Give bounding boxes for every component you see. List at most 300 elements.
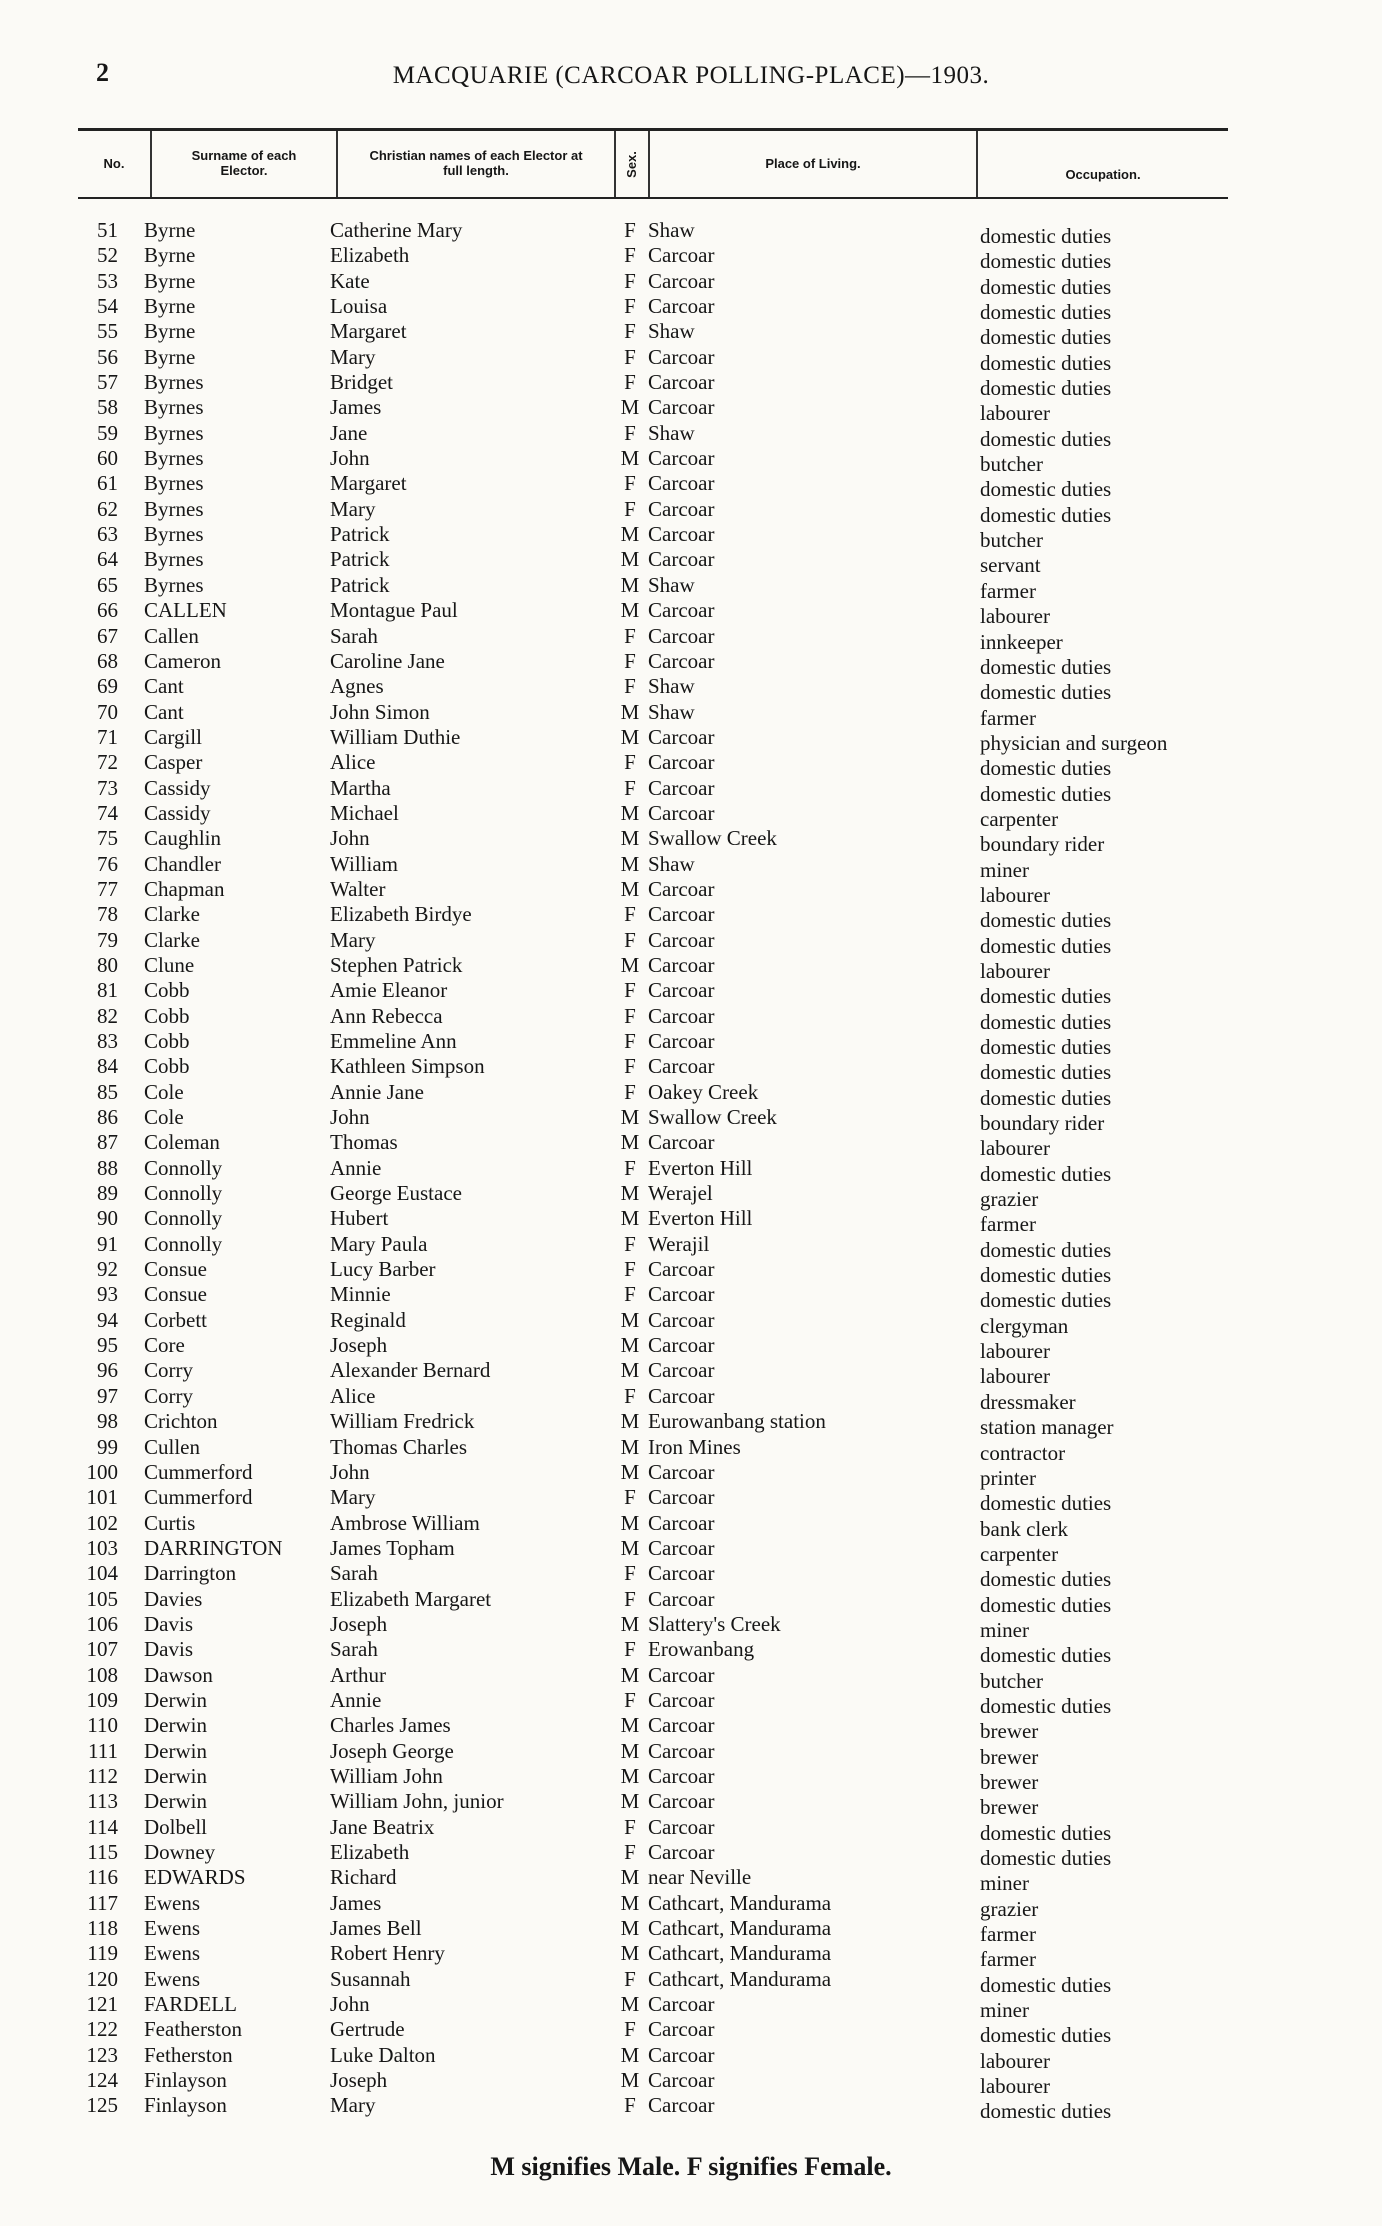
elector-christian-names: Caroline Jane	[330, 648, 445, 673]
elector-occupation: domestic duties	[980, 1592, 1112, 1617]
elector-occupation: domestic duties	[980, 300, 1112, 325]
elector-sex: F	[624, 1840, 636, 1864]
elector-number: 76	[97, 851, 118, 876]
elector-occupation: domestic duties	[980, 477, 1112, 502]
elector-christian-names: Gertrude	[330, 2017, 405, 2042]
elector-occupation: farmer	[980, 705, 1036, 730]
elector-sex: F	[624, 1054, 636, 1079]
table-row	[0, 1992, 1382, 2023]
table-row	[0, 1637, 1382, 1668]
elector-place: Carcoar	[648, 294, 715, 319]
elector-sex: M	[620, 522, 640, 547]
elector-christian-names: Mary	[330, 496, 376, 521]
elector-place: Carcoar	[648, 1282, 715, 1307]
elector-number: 83	[97, 1029, 118, 1053]
elector-surname: Corbett	[144, 1307, 207, 1332]
elector-surname: Chandler	[144, 851, 221, 876]
elector-occupation: labourer	[980, 882, 1050, 907]
elector-surname: Caughlin	[144, 826, 221, 851]
elector-number: 66	[97, 598, 118, 623]
table-row	[0, 1586, 1382, 1617]
elector-christian-names: Sarah	[330, 623, 378, 648]
elector-sex: F	[624, 471, 636, 496]
table-row	[0, 1966, 1382, 1997]
table-row	[0, 927, 1382, 958]
elector-number: 95	[97, 1333, 118, 1358]
elector-number: 64	[97, 547, 118, 572]
table-row	[0, 496, 1382, 527]
elector-christian-names: William John	[330, 1763, 443, 1788]
elector-surname: Davis	[144, 1637, 193, 1662]
elector-surname: Cobb	[144, 1054, 190, 1079]
elector-occupation: bank clerk	[980, 1516, 1069, 1541]
table-row	[0, 648, 1382, 679]
elector-christian-names: Alice	[330, 750, 376, 775]
table-row	[0, 395, 1382, 426]
elector-place: Carcoar	[648, 1561, 715, 1586]
elector-number: 110	[87, 1713, 118, 1738]
elector-place: Carcoar	[648, 1535, 715, 1560]
table-row	[0, 243, 1382, 274]
elector-number: 97	[97, 1383, 118, 1408]
elector-surname: Byrne	[144, 218, 196, 242]
table-row	[0, 1155, 1382, 1186]
elector-christian-names: William Duthie	[330, 724, 461, 749]
elector-number: 113	[87, 1789, 118, 1814]
elector-surname: Dawson	[144, 1662, 213, 1687]
elector-surname: Byrnes	[144, 395, 204, 420]
elector-surname: Byrne	[144, 243, 196, 268]
elector-surname: Byrnes	[144, 471, 204, 496]
elector-christian-names: Richard	[330, 1865, 397, 1890]
elector-place: Carcoar	[648, 750, 715, 775]
elector-place: Carcoar	[648, 268, 715, 293]
table-row	[0, 572, 1382, 603]
elector-sex: F	[624, 1029, 636, 1053]
elector-christian-names: Mary	[330, 1485, 376, 1510]
elector-sex: F	[624, 1485, 636, 1510]
elector-surname: Darrington	[144, 1561, 237, 1586]
table-row	[0, 1003, 1382, 1034]
elector-occupation: clergyman	[980, 1313, 1069, 1338]
elector-surname: Corry	[144, 1383, 193, 1408]
elector-occupation: farmer	[980, 578, 1036, 603]
elector-occupation: brewer	[980, 1795, 1039, 1820]
elector-place: Carcoar	[648, 1992, 715, 2017]
elector-sex: F	[624, 218, 636, 242]
elector-occupation: domestic duties	[980, 350, 1112, 375]
elector-place: Cathcart, Mandurama	[648, 1966, 832, 1991]
elector-occupation: domestic duties	[980, 1035, 1112, 1059]
elector-sex: F	[624, 1282, 636, 1307]
elector-number: 60	[97, 446, 118, 471]
elector-number: 73	[97, 775, 118, 800]
table-row	[0, 1840, 1382, 1870]
elector-place: Eurowanbang station	[648, 1409, 826, 1434]
elector-christian-names: Elizabeth	[330, 243, 410, 268]
elector-occupation: station manager	[980, 1415, 1114, 1440]
elector-christian-names: Thomas Charles	[330, 1434, 468, 1459]
elector-occupation: grazier	[980, 1896, 1039, 1921]
elector-number: 54	[97, 294, 118, 319]
elector-number: 86	[97, 1105, 118, 1130]
table-row	[0, 1206, 1382, 1237]
elector-occupation: domestic duties	[980, 1161, 1112, 1186]
elector-sex: F	[624, 420, 636, 445]
elector-surname: Cameron	[144, 648, 221, 673]
elector-sex: F	[624, 1586, 636, 1611]
elector-place: Carcoar	[648, 1713, 715, 1738]
elector-sex: M	[620, 1333, 640, 1358]
elector-christian-names: Louisa	[330, 294, 388, 319]
elector-christian-names: Bridget	[330, 370, 393, 395]
elector-sex: M	[620, 800, 640, 825]
elector-place: Erowanbang	[648, 1637, 755, 1662]
elector-occupation: butcher	[980, 452, 1043, 477]
elector-sex: F	[624, 1687, 636, 1712]
elector-christian-names: Martha	[330, 775, 391, 800]
elector-surname: Byrnes	[144, 547, 204, 572]
elector-sex: M	[620, 1459, 640, 1484]
elector-christian-names: Kate	[330, 268, 370, 293]
elector-number: 116	[87, 1865, 118, 1890]
elector-sex: M	[620, 2068, 640, 2093]
elector-sex: M	[620, 1611, 640, 1636]
elector-surname: Cant	[144, 674, 184, 699]
elector-place: Carcoar	[648, 471, 715, 496]
elector-number: 102	[86, 1510, 118, 1535]
elector-occupation: labourer	[980, 958, 1050, 983]
elector-christian-names: Patrick	[330, 572, 390, 597]
elector-place: Carcoar	[648, 370, 715, 395]
elector-christian-names: John	[330, 1992, 370, 2017]
elector-sex: M	[620, 1105, 640, 1130]
table-row	[0, 750, 1382, 781]
elector-surname: Byrne	[144, 294, 196, 319]
elector-number: 88	[97, 1155, 118, 1180]
elector-place: Carcoar	[648, 1510, 715, 1535]
elector-christian-names: Minnie	[330, 1282, 391, 1307]
elector-number: 70	[97, 699, 118, 724]
elector-occupation: labourer	[980, 2074, 1050, 2099]
elector-surname: Byrnes	[144, 496, 204, 521]
elector-surname: Cargill	[144, 724, 202, 749]
elector-surname: Cassidy	[144, 775, 211, 800]
elector-christian-names: Arthur	[330, 1662, 386, 1687]
elector-surname: Derwin	[144, 1687, 207, 1712]
elector-surname: Ewens	[144, 1916, 200, 1941]
table-row	[0, 2068, 1382, 2099]
table-row	[0, 1079, 1382, 1110]
elector-number: 111	[88, 1738, 118, 1763]
elector-place: Carcoar	[648, 1814, 715, 1839]
elector-sex: F	[624, 1637, 636, 1662]
table-row	[0, 1890, 1382, 1921]
elector-place: Carcoar	[648, 800, 715, 825]
elector-surname: CALLEN	[144, 598, 227, 623]
elector-number: 104	[86, 1561, 118, 1586]
table-row	[0, 1763, 1382, 1794]
elector-sex: M	[620, 395, 640, 420]
elector-sex: M	[620, 598, 640, 623]
elector-sex: M	[620, 1206, 640, 1231]
table-row	[0, 623, 1382, 654]
elector-number: 57	[97, 370, 118, 395]
table-row	[0, 1257, 1382, 1288]
elector-sex: F	[624, 496, 636, 521]
elector-occupation: carpenter	[980, 1541, 1059, 1566]
elector-place: Everton Hill	[648, 1155, 753, 1180]
elector-number: 53	[97, 268, 118, 293]
elector-place: Slattery's Creek	[648, 1611, 781, 1636]
table-row	[0, 1409, 1382, 1440]
elector-christian-names: James	[330, 395, 382, 420]
table-row	[0, 851, 1382, 882]
elector-christian-names: John	[330, 826, 370, 851]
elector-christian-names: Ambrose William	[330, 1510, 480, 1535]
elector-number: 63	[97, 522, 118, 547]
elector-number: 55	[97, 319, 118, 344]
elector-surname: Byrne	[144, 319, 196, 344]
elector-sex: M	[620, 1358, 640, 1383]
elector-place: Werajel	[648, 1181, 713, 1206]
elector-place: Shaw	[648, 420, 695, 445]
elector-surname: Cole	[144, 1079, 184, 1104]
elector-place: Carcoar	[648, 395, 715, 420]
header-surname: Surname of each Elector.	[150, 131, 336, 197]
elector-sex: M	[620, 1890, 640, 1915]
elector-occupation: domestic duties	[980, 2023, 1112, 2048]
elector-sex: F	[624, 1079, 636, 1104]
elector-surname: EDWARDS	[144, 1865, 246, 1890]
elector-surname: Connolly	[144, 1155, 223, 1180]
elector-sex: M	[620, 1789, 640, 1814]
elector-christian-names: Alexander Bernard	[330, 1358, 491, 1383]
elector-number: 81	[97, 978, 118, 1003]
elector-christian-names: George Eustace	[330, 1181, 462, 1206]
table-row	[0, 1358, 1382, 1389]
elector-place: Carcoar	[648, 927, 715, 952]
elector-christian-names: Mary	[330, 344, 376, 369]
elector-surname: Core	[144, 1333, 185, 1358]
elector-sex: M	[620, 1434, 640, 1459]
elector-place: Carcoar	[648, 1333, 715, 1358]
elector-surname: Callen	[144, 623, 199, 648]
elector-occupation: boundary rider	[980, 1111, 1105, 1136]
elector-surname: Connolly	[144, 1206, 223, 1231]
elector-christian-names: Reginald	[330, 1307, 406, 1332]
table-row	[0, 471, 1382, 502]
elector-number: 120	[86, 1966, 118, 1991]
elector-occupation: miner	[980, 1871, 1029, 1896]
elector-surname: Finlayson	[144, 2093, 227, 2118]
table-row	[0, 1865, 1382, 1896]
elector-sex: F	[624, 978, 636, 1003]
elector-sex: F	[624, 775, 636, 800]
elector-occupation: servant	[980, 553, 1041, 578]
table-row	[0, 1130, 1382, 1161]
elector-place: Carcoar	[648, 978, 715, 1003]
elector-occupation: grazier	[980, 1187, 1039, 1212]
table-row	[0, 978, 1382, 1009]
elector-occupation: miner	[980, 857, 1029, 882]
elector-place: Cathcart, Mandurama	[648, 1916, 832, 1941]
elector-occupation: domestic duties	[980, 1643, 1112, 1668]
elector-surname: Byrnes	[144, 370, 204, 395]
elector-occupation: innkeeper	[980, 629, 1063, 654]
table-row	[0, 1789, 1382, 1820]
elector-number: 101	[86, 1485, 118, 1510]
elector-place: Iron Mines	[648, 1434, 741, 1459]
elector-sex: F	[624, 294, 636, 319]
elector-occupation: domestic duties	[980, 1820, 1112, 1845]
elector-christian-names: Margaret	[330, 319, 407, 344]
elector-occupation: domestic duties	[980, 1237, 1112, 1262]
table-row	[0, 1561, 1382, 1592]
elector-occupation: domestic duties	[980, 933, 1112, 958]
elector-place: Carcoar	[648, 446, 715, 471]
elector-place: Carcoar	[648, 952, 715, 977]
elector-christian-names: Catherine Mary	[330, 218, 463, 242]
elector-number: 80	[97, 952, 118, 977]
elector-sex: M	[620, 1130, 640, 1155]
table-row	[0, 902, 1382, 933]
elector-occupation: printer	[980, 1465, 1036, 1490]
elector-place: Carcoar	[648, 2042, 715, 2067]
elector-occupation: physician and surgeon	[980, 730, 1168, 755]
elector-occupation: domestic duties	[980, 1263, 1112, 1288]
elector-surname: Byrne	[144, 268, 196, 293]
header-occupation: Occupation.	[976, 131, 1228, 197]
elector-occupation: butcher	[980, 1668, 1043, 1693]
elector-surname: Ewens	[144, 1890, 200, 1915]
elector-occupation: labourer	[980, 604, 1050, 629]
elector-christian-names: Joseph	[330, 1333, 388, 1358]
elector-sex: M	[620, 1535, 640, 1560]
elector-place: Shaw	[648, 674, 695, 699]
elector-number: 118	[87, 1916, 118, 1941]
elector-number: 93	[97, 1282, 118, 1307]
elector-place: Swallow Creek	[648, 1105, 777, 1130]
elector-number: 58	[97, 395, 118, 420]
elector-number: 90	[97, 1206, 118, 1231]
elector-sex: F	[624, 927, 636, 952]
elector-occupation: labourer	[980, 2048, 1050, 2073]
elector-sex: F	[624, 243, 636, 268]
elector-surname: Finlayson	[144, 2068, 227, 2093]
elector-occupation: domestic duties	[980, 1693, 1112, 1718]
elector-number: 78	[97, 902, 118, 927]
elector-number: 121	[86, 1992, 118, 2017]
elector-christian-names: Patrick	[330, 522, 390, 547]
elector-place: Carcoar	[648, 1586, 715, 1611]
elector-place: Shaw	[648, 699, 695, 724]
table-row	[0, 1459, 1382, 1490]
elector-occupation: domestic duties	[980, 376, 1112, 401]
elector-occupation: carpenter	[980, 806, 1059, 831]
elector-place: Swallow Creek	[648, 826, 777, 851]
table-row	[0, 1941, 1382, 1972]
elector-christian-names: William John, junior	[330, 1789, 504, 1814]
elector-place: Carcoar	[648, 496, 715, 521]
elector-occupation: domestic duties	[980, 1567, 1112, 1592]
elector-sex: F	[624, 1814, 636, 1839]
elector-number: 108	[86, 1662, 118, 1687]
table-row	[0, 1029, 1382, 1059]
elector-occupation: domestic duties	[980, 1060, 1112, 1085]
elector-place: Cathcart, Mandurama	[648, 1890, 832, 1915]
elector-christian-names: John	[330, 446, 370, 471]
elector-occupation: domestic duties	[980, 654, 1112, 679]
elector-number: 59	[97, 420, 118, 445]
elector-occupation: farmer	[980, 1947, 1036, 1972]
elector-surname: Consue	[144, 1282, 207, 1307]
elector-surname: Cassidy	[144, 800, 211, 825]
elector-place: Carcoar	[648, 344, 715, 369]
elector-christian-names: James Bell	[330, 1916, 422, 1941]
elector-place: Carcoar	[648, 522, 715, 547]
elector-place: Carcoar	[648, 1662, 715, 1687]
elector-sex: M	[620, 1181, 640, 1206]
elector-occupation: boundary rider	[980, 832, 1105, 857]
elector-number: 103	[86, 1535, 118, 1560]
elector-number: 69	[97, 674, 118, 699]
elector-number: 67	[97, 623, 118, 648]
header-sex-label: Sex.	[623, 150, 639, 178]
elector-occupation: domestic duties	[980, 502, 1112, 527]
table-row	[0, 1307, 1382, 1338]
elector-surname: Cummerford	[144, 1485, 253, 1510]
table-row	[0, 1383, 1382, 1414]
elector-occupation: domestic duties	[980, 2099, 1112, 2124]
elector-place: Carcoar	[648, 2093, 715, 2118]
elector-occupation: domestic duties	[980, 274, 1112, 299]
elector-christian-names: Emmeline Ann	[330, 1029, 457, 1053]
elector-christian-names: Michael	[330, 800, 399, 825]
elector-number: 51	[97, 218, 118, 242]
elector-place: Carcoar	[648, 1358, 715, 1383]
elector-sex: M	[620, 1763, 640, 1788]
elector-surname: Fetherston	[144, 2042, 233, 2067]
elector-christian-names: Mary	[330, 927, 376, 952]
elector-surname: Connolly	[144, 1231, 223, 1256]
elector-christian-names: John	[330, 1105, 370, 1130]
table-row	[0, 2042, 1382, 2073]
table-row	[0, 1687, 1382, 1718]
elector-number: 79	[97, 927, 118, 952]
elector-christian-names: Annie	[330, 1155, 382, 1180]
elector-sex: F	[624, 370, 636, 395]
table-row	[0, 218, 1382, 248]
elector-surname: Chapman	[144, 876, 225, 901]
elector-place: Carcoar	[648, 1003, 715, 1028]
elector-occupation: domestic duties	[980, 1085, 1112, 1110]
table-row	[0, 268, 1382, 299]
elector-sex: F	[624, 344, 636, 369]
table-row	[0, 319, 1382, 350]
table-row	[0, 1535, 1382, 1566]
elector-occupation: butcher	[980, 528, 1043, 553]
elector-occupation: contractor	[980, 1440, 1066, 1465]
elector-christian-names: Annie Jane	[330, 1079, 424, 1104]
elector-surname: Derwin	[144, 1738, 207, 1763]
elector-number: 105	[86, 1586, 118, 1611]
elector-occupation: miner	[980, 1617, 1029, 1642]
table-row	[0, 420, 1382, 451]
elector-occupation: domestic duties	[980, 1972, 1112, 1997]
elector-place: Carcoar	[648, 902, 715, 927]
elector-surname: Crichton	[144, 1409, 218, 1434]
